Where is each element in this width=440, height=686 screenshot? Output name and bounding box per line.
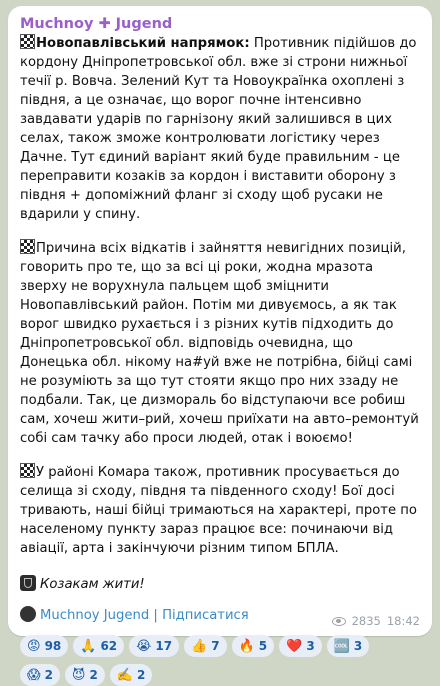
slogan-text: Козакам жити! (40, 577, 145, 592)
heart-icon: ❤️ (286, 638, 303, 654)
reaction-count: 2 (137, 668, 146, 682)
channel-name[interactable]: Muchnoy ✚ Jugend (20, 16, 173, 32)
cool-icon: 🆒 (333, 638, 350, 654)
reaction-count: 2 (89, 668, 98, 682)
reactions-bar (20, 635, 390, 686)
message-time: 18:42 (386, 614, 420, 628)
reaction-count: 2 (44, 668, 53, 682)
post-paragraph-3 (20, 463, 420, 558)
reaction-count: 98 (44, 639, 62, 653)
reaction-thumbs-up[interactable] (184, 635, 227, 657)
reaction-cool[interactable] (327, 635, 370, 657)
paragraph-title: Новопавлівський напрямок: (36, 36, 250, 51)
post-paragraph-1 (20, 34, 420, 224)
reaction-count: 3 (306, 639, 315, 653)
devil-face-icon: 😈 (71, 667, 86, 683)
paragraph-body: Противник підійшов до кордону Дніпропетровської обл. вже зі строни нижньої течії р. Вовча. Зелений Кут та Новоукраїнка охоплені з півдня, а це означає, що ворог почне інтенсивно завдавати ударів по гарнізону який залишився в цих селах, також зможе контролювати логістику через Дачне. Тут єдиний варіант який буде правильним - це переправити козаків за кордон і виставити оборону з півдня + допоміжний фланг зі сходу щоб русаки не вдарили у спину. (20, 36, 417, 222)
reaction-count: 62 (100, 639, 118, 653)
signature-channel-link[interactable]: Muchnoy Jugend (40, 608, 150, 623)
reaction-scream[interactable] (20, 664, 60, 686)
channel-avatar-icon (20, 606, 36, 622)
message-meta (332, 614, 420, 628)
reaction-count: 5 (258, 639, 268, 653)
thumbs-up-icon: 👍 (191, 638, 208, 654)
screaming-face-icon: 😱 (27, 667, 41, 683)
checkered-flag-icon (20, 463, 35, 478)
reaction-writing-hand[interactable] (110, 664, 153, 686)
crying-face-icon: 😭 (136, 638, 152, 654)
post-paragraph-2 (20, 239, 420, 448)
subscribe-link[interactable]: Підписатися (162, 608, 249, 623)
reaction-fire[interactable] (232, 635, 275, 657)
reaction-devil[interactable] (65, 664, 105, 686)
reaction-count: 3 (353, 639, 363, 653)
message-bubble (8, 6, 432, 683)
writing-hand-icon: ✍️ (116, 667, 134, 683)
reaction-cry[interactable] (129, 635, 179, 657)
angry-face-icon: 😡 (27, 638, 41, 654)
checkered-flag-icon (20, 239, 35, 254)
eye-icon (332, 617, 346, 626)
reaction-pray[interactable] (73, 635, 124, 657)
paragraph-body: У районі Комара також, противник просувається до селища зі сходу, півдня та південного сходу! Бої досі тривають, наші бійці тримаються на характері, проте по населеному пункту зараз працює все: починаючи від авіації, арта і закінчуючи різним типом БПЛА. (20, 465, 417, 556)
crest-icon (20, 575, 36, 591)
reaction-count: 17 (155, 639, 173, 653)
reaction-angry[interactable] (20, 635, 68, 657)
fire-icon: 🔥 (238, 638, 255, 654)
reaction-heart[interactable] (279, 635, 322, 657)
paragraph-body: Причина всіх відкатів і зайняття невигідних позицій, говорить про те, що за всі ці роки, жодна мразота зверху не ворухнула пальцем щоб зміцнити Новопавлівський район. Потім ми дивуємось, а як так ворог швидко рухається і з різних кутів підходить до Дніпропетровської обл. відповідь очевидна, що Донецька обл. нікому на#уй вже не потрібна, бійці самі не розуміють за що тут стояти якщо про них ззаду не подбали. Так, це дизмораль бо відступаючи все робиш сам, хочеш жити–рий, хочеш приїхати на авто–ремонтуй собі сам тачку або проси людей, отак і воюємо! (20, 241, 419, 446)
signature-separator: | (149, 608, 163, 623)
praying-hands-icon: 🙏 (80, 638, 97, 654)
checkered-flag-icon (20, 34, 35, 49)
view-count: 2835 (351, 614, 381, 628)
reaction-count: 7 (211, 639, 220, 653)
slogan-line (20, 573, 420, 592)
